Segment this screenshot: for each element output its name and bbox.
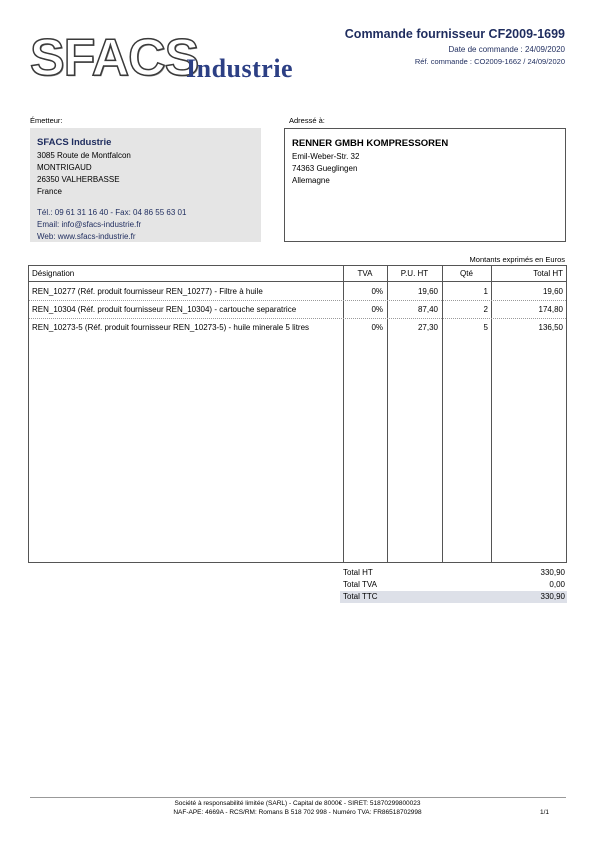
total-tva-row	[340, 579, 567, 591]
row-designation: REN_10273-5 (Réf. produit fournisseur REN_10273-5) - huile minerale 5 litres	[32, 323, 310, 332]
sender-label: Émetteur:	[30, 116, 63, 125]
total-tva-value: 0,00	[549, 580, 565, 589]
footer-legal-line: Société à responsabilité limitée (SARL) - Capital de 8000€ - SIRET: 51870299800023	[174, 800, 421, 807]
logo-mark: SFACS	[30, 29, 199, 87]
row-unit-price: 87,40	[417, 305, 438, 314]
row-designation: REN_10277 (Réf. produit fournisseur REN_10277) - Filtre à huile	[32, 287, 263, 296]
recipient-name: RENNER GMBH KOMPRESSOREN	[292, 138, 449, 149]
currency-note: Montants exprimés en Euros	[469, 255, 565, 264]
header-designation: Désignation	[32, 269, 75, 278]
sender-address-line: MONTRIGAUD	[37, 163, 92, 172]
row-tva: 0%	[371, 287, 383, 296]
page-number: 1/1	[539, 809, 549, 816]
row-total: 174,80	[538, 305, 563, 314]
row-unit-price: 19,60	[417, 287, 438, 296]
header-total: Total HT	[533, 269, 563, 278]
total-ht-value: 330,90	[540, 568, 565, 577]
table-header	[29, 266, 566, 282]
company-logo	[30, 29, 320, 90]
recipient-label: Adressé à:	[289, 116, 325, 125]
total-ht-label: Total HT	[343, 568, 373, 577]
row-quantity: 2	[483, 305, 488, 314]
recipient-address-line: Emil-Weber-Str. 32	[292, 152, 360, 161]
total-ttc-value: 330,90	[540, 592, 565, 601]
sender-phone: Tél.: 09 61 31 16 40 - Fax: 04 86 55 63 01	[37, 208, 187, 217]
table-row	[29, 283, 566, 301]
sender-address-line: 26350 VALHERBASSE	[37, 175, 120, 184]
sender-web: Web: www.sfacs-industrie.fr	[37, 232, 136, 241]
row-tva: 0%	[371, 323, 383, 332]
sender-name: SFACS Industrie	[37, 137, 112, 148]
recipient-address-line: 74363 Gueglingen	[292, 164, 358, 173]
row-total: 19,60	[542, 287, 563, 296]
row-total: 136,50	[538, 323, 563, 332]
order-date: Date de commande : 24/09/2020	[448, 45, 565, 54]
footer-divider	[30, 797, 566, 798]
total-ttc-label: Total TTC	[343, 592, 378, 601]
table-row	[29, 301, 566, 319]
sender-address-line: 3085 Route de Montfalcon	[37, 151, 131, 160]
order-reference: Réf. commande : CO2009-1662 / 24/09/2020	[414, 57, 565, 66]
logo-text: Industrie	[186, 54, 294, 83]
table-row	[29, 319, 566, 337]
total-ttc-row	[340, 591, 567, 603]
row-designation: REN_10304 (Réf. produit fournisseur REN_10304) - cartouche separatrice	[32, 305, 297, 314]
recipient-address-line: Allemagne	[292, 176, 330, 185]
row-quantity: 1	[483, 287, 488, 296]
header-tva: TVA	[357, 269, 373, 278]
document-title: Commande fournisseur CF2009-1699	[344, 27, 565, 41]
row-unit-price: 27,30	[417, 323, 438, 332]
row-quantity: 5	[483, 323, 488, 332]
sender-block	[30, 128, 261, 242]
header-quantity: Qté	[460, 269, 473, 278]
recipient-block	[284, 128, 566, 242]
footer-registration-line: NAF-APE: 4669A - RCS/RM: Romans B 518 702 998 - Numéro TVA: FR86518702998	[173, 809, 422, 816]
total-ht-row	[340, 567, 567, 579]
order-lines-table	[28, 265, 567, 563]
total-tva-label: Total TVA	[343, 580, 377, 589]
row-tva: 0%	[371, 305, 383, 314]
header-unit-price: P.U. HT	[400, 269, 429, 278]
sender-address-line: France	[37, 187, 62, 196]
sender-email: Email: info@sfacs-industrie.fr	[37, 220, 142, 229]
